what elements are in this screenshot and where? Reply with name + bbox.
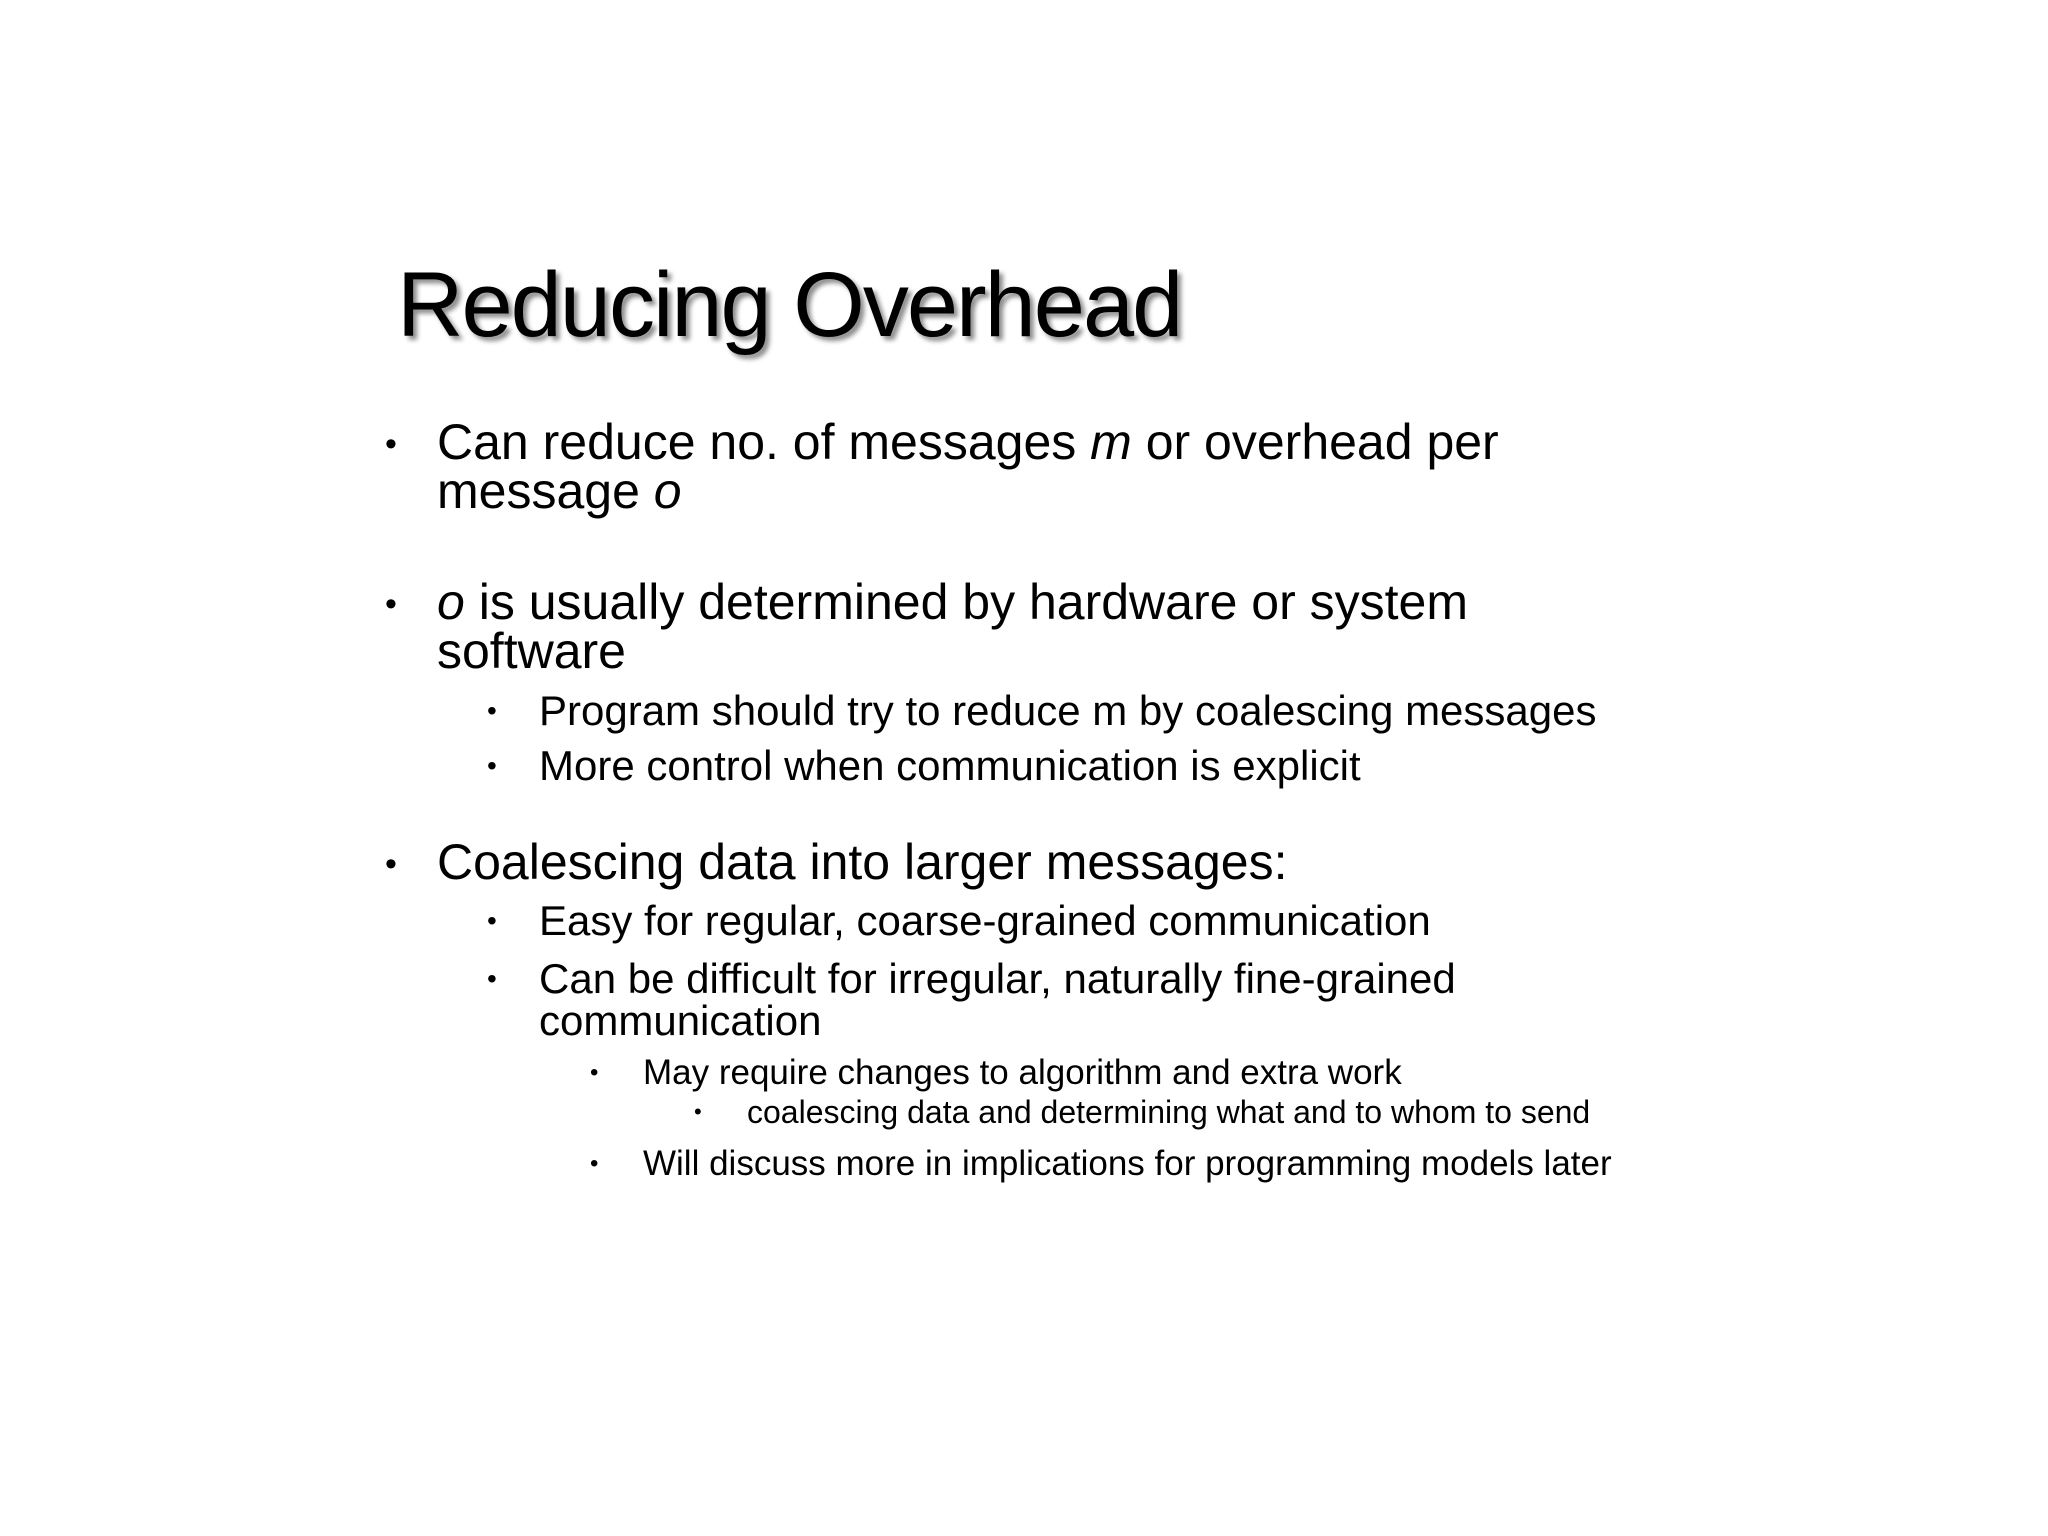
bullet-icon: • [487,695,497,726]
bullet-icon: • [487,905,497,936]
sub-bullet-text-continuation: communication [539,997,822,1044]
sub-bullet-text: More control when communication is explicit [539,742,1361,789]
sub-sub-bullet-text: Will discuss more in implications for programming models later [643,1144,1612,1183]
bullet-icon: • [385,425,397,463]
sub-sub-bullet-discuss-later [590,1146,1612,1182]
sub-bullet-text: Can be difficult for irregular, naturally fine-grained [539,955,1456,1002]
sub-bullet-text: Easy for regular, coarse-grained communication [539,897,1431,944]
bullet-icon: • [385,845,397,883]
bullet-item-coalescing [385,834,1288,890]
bullet-icon: • [385,585,397,623]
bullet-text-continuation: software [437,623,626,679]
bullet-text: Can reduce no. of messages m or overhead per [437,414,1499,470]
sub-bullet-text: Program should try to reduce m by coalescing messages [539,687,1597,734]
sub-bullet-reduce-m [487,687,1597,734]
bullet-text: o is usually determined by hardware or system [437,574,1469,630]
sub-sub-bullet-text: May require changes to algorithm and extra work [643,1053,1402,1092]
bullet-icon: • [487,750,497,781]
slide-title: Reducing Overhead [397,254,1182,356]
sub-bullet-difficult-irregular [487,955,1456,1044]
sub-sub-sub-bullet-coalescing [694,1095,1590,1129]
bullet-item-messages [385,414,1499,519]
sub-sub-sub-bullet-text: coalescing data and determining what and to whom to send [747,1094,1591,1130]
sub-bullet-more-control [487,742,1361,789]
bullet-icon: • [487,963,497,994]
bullet-icon: • [694,1099,702,1124]
bullet-item-hardware [385,574,1469,679]
bullet-text-continuation: message o [437,463,682,519]
bullet-text: Coalescing data into larger messages: [437,834,1288,890]
sub-sub-bullet-algorithm [590,1055,1402,1091]
bullet-icon: • [590,1150,599,1177]
sub-bullet-easy-regular [487,897,1431,944]
bullet-icon: • [590,1059,599,1086]
